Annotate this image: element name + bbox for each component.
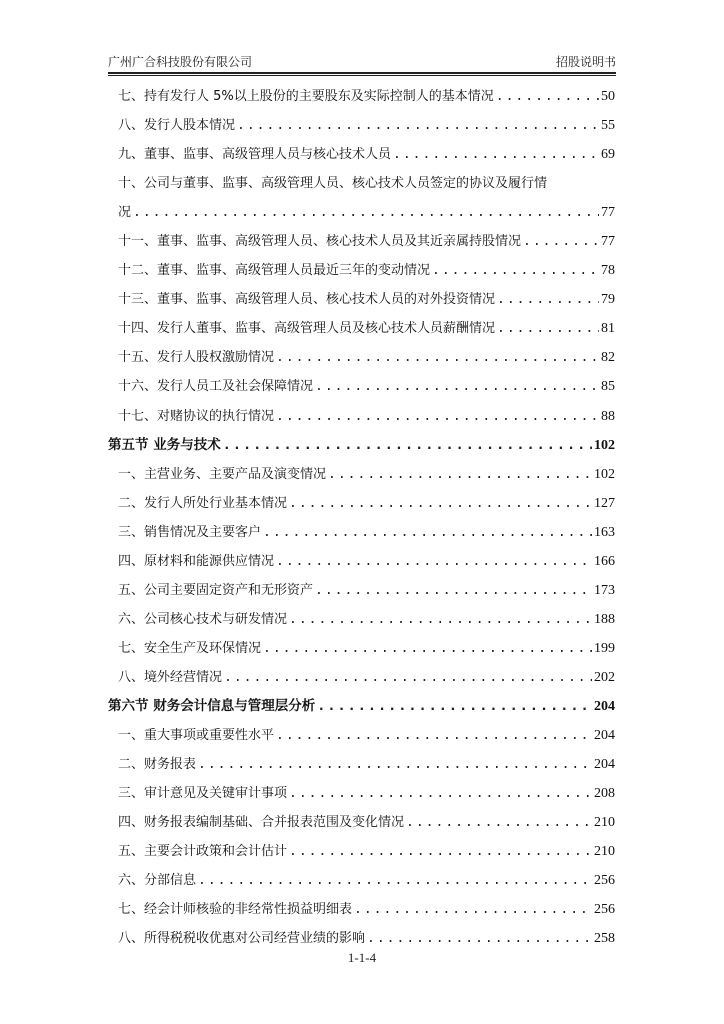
- toc-page-number: 102: [594, 466, 615, 482]
- toc-dot-leader: [289, 837, 592, 866]
- toc-entry[interactable]: [108, 82, 615, 111]
- toc-entry[interactable]: [108, 518, 615, 547]
- toc-dot-leader: [237, 111, 599, 140]
- toc-entry-title: 第五节 业务与技术: [108, 436, 221, 453]
- toc-entry-title: 十二、董事、监事、高级管理人员最近三年的变动情况: [118, 263, 431, 279]
- header-company-name: 广州广合科技股份有限公司: [108, 55, 253, 69]
- toc-dot-leader: [354, 895, 592, 924]
- toc-page-number: 173: [594, 582, 615, 598]
- toc-page-number: 210: [594, 815, 615, 831]
- toc-entry-title: 五、公司主要固定资产和无形资产: [118, 582, 314, 598]
- toc-dot-leader: [289, 489, 592, 518]
- toc-entry[interactable]: [108, 140, 615, 169]
- toc-entry[interactable]: [108, 808, 615, 837]
- toc-entry[interactable]: [108, 576, 615, 605]
- toc-entry[interactable]: [108, 721, 615, 750]
- toc-page-number: 79: [601, 292, 615, 308]
- toc-page-number: 258: [594, 931, 615, 947]
- toc-entry-title: 七、持有发行人 5%以上股份的主要股东及实际控制人的基本情况: [118, 89, 494, 104]
- toc-entry-title: 六、公司核心技术与研发情况: [118, 611, 288, 627]
- toc-page-number: 210: [594, 844, 615, 860]
- toc-page-number: 208: [594, 786, 615, 802]
- toc-dot-leader: [497, 314, 599, 343]
- toc-entry-title: 况: [118, 205, 132, 221]
- toc-dot-leader: [276, 547, 592, 576]
- toc-page-number: 166: [594, 553, 615, 569]
- toc-entry[interactable]: [108, 460, 615, 489]
- toc-entry-title: 十六、发行人员工及社会保障情况: [118, 379, 314, 395]
- table-of-contents: [108, 82, 615, 953]
- toc-entry-title: 十、公司与董事、监事、高级管理人员、核心技术人员签定的协议及履行情: [118, 176, 548, 192]
- toc-dot-leader: [224, 663, 592, 692]
- toc-entry[interactable]: [108, 285, 615, 314]
- toc-dot-leader: [497, 285, 599, 314]
- toc-dot-leader: [263, 634, 592, 663]
- toc-entry[interactable]: [108, 634, 615, 663]
- toc-dot-leader: [289, 605, 592, 634]
- page-number: 1-1-4: [347, 950, 377, 965]
- toc-dot-leader: [289, 779, 592, 808]
- toc-page-number: 188: [594, 611, 615, 627]
- toc-section-heading[interactable]: [108, 692, 615, 721]
- toc-dot-leader: [276, 402, 599, 431]
- toc-entry[interactable]: [108, 169, 615, 198]
- header-document-title: 招股说明书: [555, 55, 616, 69]
- toc-page-number: 127: [594, 495, 615, 511]
- toc-page-number: 204: [594, 728, 615, 744]
- toc-page-number: 77: [601, 205, 615, 221]
- header-rule-thin: [108, 75, 616, 76]
- toc-dot-leader: [317, 692, 592, 721]
- toc-entry-title: 十七、对赌协议的执行情况: [118, 408, 275, 424]
- toc-dot-leader: [276, 343, 599, 372]
- toc-entry-title: 七、安全生产及环保情况: [118, 640, 262, 656]
- toc-entry-title: 二、财务报表: [118, 757, 197, 773]
- toc-entry-title: 一、重大事项或重要性水平: [118, 728, 275, 744]
- toc-entry[interactable]: [108, 314, 615, 343]
- toc-dot-leader: [315, 372, 599, 401]
- toc-page-number: 78: [601, 263, 615, 279]
- toc-entry-title: 第六节 财务会计信息与管理层分析: [108, 697, 316, 714]
- toc-dot-leader: [223, 431, 592, 460]
- toc-dot-leader: [432, 256, 599, 285]
- toc-dot-leader: [276, 721, 592, 750]
- toc-page-number: 88: [601, 408, 615, 424]
- toc-entry-title: 四、原材料和能源供应情况: [118, 553, 275, 569]
- toc-page-number: 82: [601, 350, 615, 366]
- toc-dot-leader: [328, 460, 592, 489]
- toc-entry-title: 一、主营业务、主要产品及演变情况: [118, 466, 327, 482]
- toc-entry-title: 五、主要会计政策和会计估计: [118, 844, 288, 860]
- toc-entry[interactable]: [108, 256, 615, 285]
- toc-dot-leader: [198, 866, 592, 895]
- toc-dot-leader: [315, 576, 592, 605]
- toc-entry[interactable]: [108, 605, 615, 634]
- toc-entry-title: 六、分部信息: [118, 873, 197, 889]
- toc-page-number: 256: [594, 902, 615, 918]
- toc-entry[interactable]: [108, 489, 615, 518]
- toc-entry[interactable]: [108, 895, 615, 924]
- toc-entry[interactable]: [108, 547, 615, 576]
- toc-entry[interactable]: [108, 837, 615, 866]
- toc-entry-title: 九、董事、监事、高级管理人员与核心技术人员: [118, 147, 392, 163]
- toc-dot-leader: [523, 227, 599, 256]
- toc-page-number: 202: [594, 669, 615, 685]
- toc-entry-title: 十一、董事、监事、高级管理人员、核心技术人员及其近亲属持股情况: [118, 234, 522, 250]
- toc-entry-title: 四、财务报表编制基础、合并报表范围及变化情况: [118, 815, 405, 831]
- toc-page-number: 102: [594, 437, 615, 453]
- toc-dot-leader: [406, 808, 592, 837]
- toc-dot-leader: [133, 198, 599, 227]
- toc-entry-title: 二、发行人所处行业基本情况: [118, 495, 288, 511]
- toc-entry-title: 十三、董事、监事、高级管理人员、核心技术人员的对外投资情况: [118, 292, 496, 308]
- toc-page-number: 85: [601, 379, 615, 395]
- toc-dot-leader: [496, 82, 599, 111]
- toc-page-number: 55: [601, 118, 615, 134]
- toc-entry[interactable]: [108, 372, 615, 401]
- toc-page-number: 69: [601, 147, 615, 163]
- toc-entry[interactable]: [108, 866, 615, 895]
- header-rule: [108, 72, 616, 74]
- toc-entry[interactable]: [108, 402, 615, 431]
- toc-entry-title: 十五、发行人股权激励情况: [118, 350, 275, 366]
- toc-entry-title: 八、境外经营情况: [118, 669, 223, 685]
- toc-entry[interactable]: [108, 779, 615, 808]
- toc-entry-title: 三、审计意见及关键审计事项: [118, 786, 288, 802]
- toc-page-number: 81: [601, 321, 615, 337]
- toc-dot-leader: [263, 518, 592, 547]
- toc-page-number: 204: [594, 757, 615, 773]
- toc-page-number: 77: [601, 234, 615, 250]
- toc-entry[interactable]: [108, 111, 615, 140]
- toc-entry-title: 三、销售情况及主要客户: [118, 524, 262, 540]
- page-header: [108, 52, 616, 70]
- toc-entry[interactable]: [108, 750, 615, 779]
- toc-page-number: 199: [594, 640, 615, 656]
- toc-page-number: 163: [594, 524, 615, 540]
- toc-entry-title: 十四、发行人董事、监事、高级管理人员及核心技术人员薪酬情况: [118, 321, 496, 337]
- toc-page-number: 50: [601, 89, 615, 104]
- toc-section-heading[interactable]: [108, 431, 615, 460]
- toc-entry[interactable]: [108, 227, 615, 256]
- toc-dot-leader: [393, 140, 599, 169]
- toc-entry[interactable]: [108, 198, 615, 227]
- toc-entry-title: 八、发行人股本情况: [118, 118, 236, 134]
- toc-entry[interactable]: [108, 663, 615, 692]
- toc-dot-leader: [198, 750, 592, 779]
- toc-entry-title: 七、经会计师核验的非经常性损益明细表: [118, 902, 353, 918]
- toc-entry-title: 八、所得税税收优惠对公司经营业绩的影响: [118, 931, 366, 947]
- toc-page-number: 204: [594, 698, 615, 714]
- toc-entry[interactable]: [108, 343, 615, 372]
- toc-page-number: 256: [594, 873, 615, 889]
